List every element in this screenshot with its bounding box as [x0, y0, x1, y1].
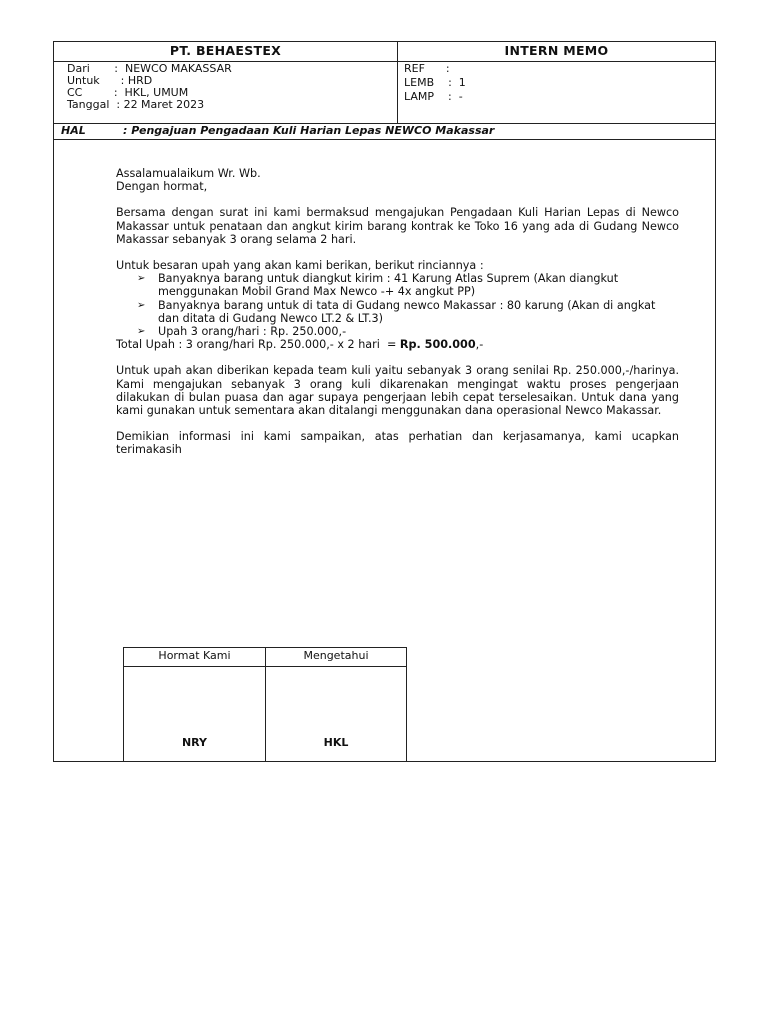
meta-ref: REF : — [404, 62, 450, 75]
greeting-hormat: Dengan hormat, — [116, 180, 208, 194]
greeting-salam: Assalamualaikum Wr. Wb. — [116, 167, 261, 180]
paragraph-explanation: Untuk upah akan diberikan kepada team kuli yaitu sebanyak 3 orang senilai Rp. 250.000,-/harinya. Kami mengajukan sebanyak 3 orang kuli dikarenakan mengingat waktu proses pengerjaan dilakukan di bulan puasa dan agar supaya pengerjaan lebih cepat terselesaikan. Untuk dana yang kami gunakan untuk sementara akan ditalangi menggunakan dana operasional Newco Makassar. — [116, 364, 679, 418]
memo-meta — [54, 61, 715, 124]
list-item-text: Upah 3 orang/hari : Rp. 250.000,- — [158, 325, 347, 339]
meta-lamp: LAMP : - — [404, 90, 463, 103]
signature-name: NRY — [181, 736, 208, 749]
arrow-bullet-icon: ➢ — [137, 299, 146, 311]
total-wage-amount: Rp. 500.000 — [399, 338, 476, 352]
meta-to: Untuk : HRD — [67, 74, 153, 87]
document-type: INTERN MEMO — [504, 43, 609, 58]
memo-body — [116, 167, 679, 457]
memo-header — [54, 42, 715, 62]
subject-row — [54, 123, 715, 140]
list-item — [116, 272, 679, 298]
arrow-bullet-icon: ➢ — [137, 273, 146, 285]
meta-lemb: LEMB : 1 — [404, 76, 466, 89]
memo-frame — [53, 41, 716, 762]
list-item — [116, 299, 679, 325]
meta-cc: CC : HKL, UMUM — [67, 86, 189, 99]
meta-from: Dari : NEWCO MAKASSAR — [67, 62, 232, 75]
total-wage-line — [116, 338, 679, 351]
list-intro: Untuk besaran upah yang akan kami berikan, berikut rinciannya : — [116, 259, 484, 273]
paragraph-intro: Bersama dengan surat ini kami bermaksud mengajukan Pengadaan Kuli Harian Lepas di Newco Makassar untuk penataan dan angkut kirim barang kontrak ke Toko 16 yang ada di Gudang Newco Makassar sebanyak 3 orang selama 2 hari. — [116, 206, 679, 246]
meta-addressing — [54, 61, 398, 123]
meta-date: Tanggal : 22 Maret 2023 — [67, 98, 205, 111]
subject-text: : Pengajuan Pengadaan Kuli Harian Lepas NEWCO Makassar — [123, 124, 495, 137]
list-item-text: Banyaknya barang untuk diangkut kirim : 41 Karung Atlas Suprem (Akan diangkut menggunakan Mobil Grand Max Newco -+ 4x angkut PP) — [158, 272, 619, 299]
list-item-text: Banyaknya barang untuk di tata di Gudang newco Makassar : 80 karung (Akan di angkat dan ditata di Gudang Newco LT.2 & LT.3) — [158, 298, 656, 325]
company-name: PT. BEHAESTEX — [54, 42, 398, 61]
subject-label: HAL — [61, 124, 86, 137]
signature-sender — [124, 648, 266, 761]
signature-approver — [266, 648, 406, 761]
signature-table — [123, 647, 407, 762]
total-wage-prefix: Total Upah : 3 orang/hari Rp. 250.000,- x 2 hari = — [116, 338, 400, 352]
meta-reference — [398, 61, 715, 123]
wage-details-list — [116, 272, 679, 338]
signature-name: HKL — [323, 736, 349, 749]
signature-title: Mengetahui — [266, 648, 406, 667]
list-item — [116, 325, 679, 338]
arrow-bullet-icon: ➢ — [137, 326, 146, 338]
paragraph-closing: Demikian informasi ini kami sampaikan, atas perhatian dan kerjasamanya, kami ucapkan terimakasih — [116, 430, 679, 457]
signature-title: Hormat Kami — [124, 648, 265, 667]
total-wage-suffix: ,- — [475, 338, 484, 352]
